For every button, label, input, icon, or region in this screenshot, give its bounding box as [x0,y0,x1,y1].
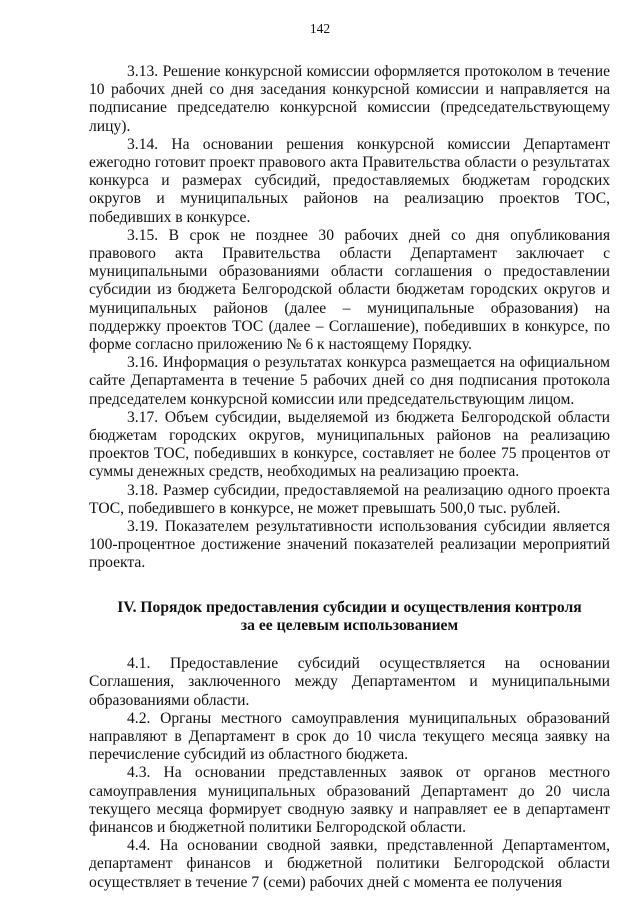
paragraph-4-1: 4.1. Предоставление субсидий осуществляется на основании Соглашения, заключенного между Департаментом и муниципальными образованиями области. [89,655,610,709]
section-heading-line-2: за ее целевым использованием [240,616,459,634]
paragraph-4-4: 4.4. На основании сводной заявки, представленной Департаментом, департамент финансов и бюджетной политики Белгородской области осуществляет в течение 7 (семи) рабочих дней с момента ее получения [89,837,610,891]
paragraph-3-17: 3.17. Объем субсидии, выделяемой из бюджета Белгородской области бюджетам городских округов, муниципальных районов на реализацию проектов ТОС, победивших в конкурсе, составляет не более 75 процентов от суммы денежных средств, необходимых на реализацию проекта. [89,408,610,481]
paragraph-3-14: 3.14. На основании решения конкурсной комиссии Департамент ежегодно готовит проект правового акта Правительства области о результатах конкурса и размерах субсидий, предоставляемых бюджетам городских округов и муниципальных районов на реализацию проектов ТОС, победивших в конкурсе. [89,135,610,226]
paragraph-3-13: 3.13. Решение конкурсной комиссии оформляется протоколом в течение 10 рабочих дней со дня заседания конкурсной комиссии и направляется на подписание председателю конкурсной комиссии (председательствующему лицу). [89,63,610,135]
page-number: 142 [309,21,331,36]
paragraph-3-18: 3.18. Размер субсидии, предоставляемой на реализацию одного проекта ТОС, победившего в конкурсе, не может превышать 500,0 тыс. рублей. [89,481,610,517]
paragraph-4-2: 4.2. Органы местного самоуправления муниципальных образований направляют в Департамент в срок до 10 числа текущего месяца заявку на перечисление субсидий из областного бюджета. [89,709,610,764]
paragraph-3-19: 3.19. Показателем результативности использования субсидии является 100-процентное достижение значений показателей реализации мероприятий проекта. [89,518,610,572]
paragraph-3-15: 3.15. В срок не позднее 30 рабочих дней со дня опубликования правового акта Правительства области Департамент заключает с муниципальными образованиями области соглашения о предоставлении субсидии из бюджета Белгородской области бюджетам городских округов и муниципальных районов (далее – муниципальные образования) на поддержку проектов ТОС (далее – Соглашение), победивших в конкурсе, по форме согласно приложению № 6 к настоящему Порядку. [89,226,610,354]
document-body [89,63,610,892]
paragraph-3-16: 3.16. Информация о результатах конкурса размещается на официальном сайте Департамента в течение 5 рабочих дней со дня подписания протокола председателем конкурсной комиссии или председательствующим лицом. [89,354,610,408]
section-heading [89,599,610,635]
paragraph-4-3: 4.3. На основании представленных заявок от органов местного самоуправления муниципальных образований Департамент до 20 числа текущего месяца формирует сводную заявку и направляет ее в департамент финансов и бюджетной политики Белгородской области. [89,764,610,836]
section-heading-line-1: IV. Порядок предоставления субсидии и осуществления контроля [117,598,582,616]
